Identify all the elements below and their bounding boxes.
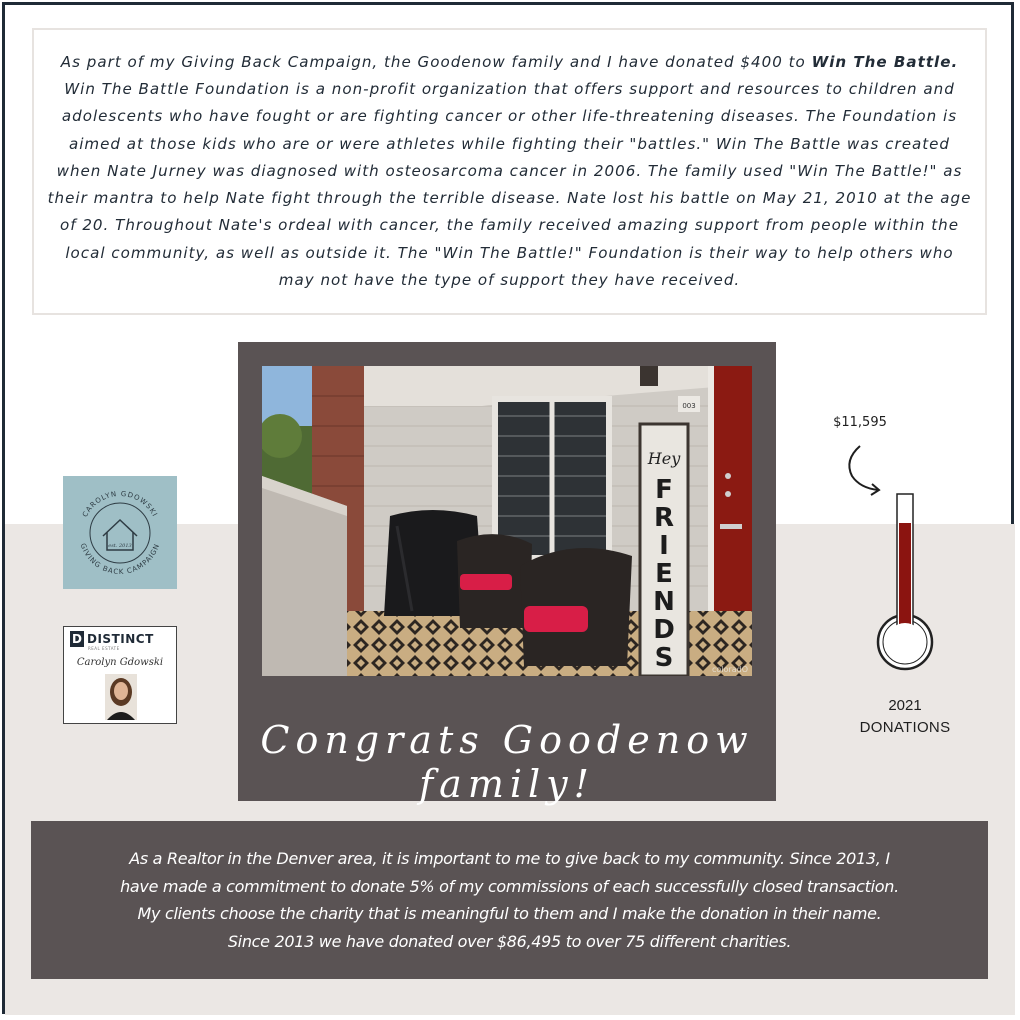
donation-year: 2021	[888, 697, 922, 714]
donations-label: DONATIONS	[859, 719, 951, 736]
photo-watermark: coloradO	[712, 665, 748, 674]
intro-box	[32, 28, 987, 315]
thermometer	[872, 490, 940, 674]
brokerage-logo	[70, 631, 154, 647]
agent-signature: Carolyn Gdowski	[76, 657, 164, 668]
sign-letter: N	[653, 587, 675, 617]
donation-amount: $11,595	[833, 415, 887, 430]
sign-letter: D	[653, 615, 675, 645]
sign-letter: R	[653, 503, 675, 533]
campaign-logo	[63, 476, 177, 589]
brokerage-subtitle: REAL ESTATE	[88, 646, 120, 651]
commitment-line: Since 2013 we have donated over $86,495 to over 75 different charities.	[227, 931, 792, 951]
commitment-box	[31, 821, 988, 979]
sign-letter: S	[654, 643, 674, 673]
sign-top-text: Hey	[647, 449, 681, 468]
photo-panel	[238, 342, 776, 806]
patio-photo	[262, 366, 752, 676]
sign-letter: I	[659, 531, 669, 561]
brokerage-card	[63, 626, 177, 724]
svg-text:CAROLYN GDOWSKI	[81, 490, 159, 519]
commitment-line: have made a commitment to donate 5% of my commissions of each successfully closed transaction.	[120, 876, 899, 896]
commitment-line: As a Realtor in the Denver area, it is important to me to give back to my community. Since 2013, I	[129, 849, 890, 868]
charity-name: Win The Battle.	[811, 53, 959, 72]
intro-text	[46, 49, 973, 294]
patio-illustration	[262, 366, 752, 676]
door-number: 003	[682, 402, 696, 410]
sign-letter: F	[655, 475, 673, 505]
logo-arc-bottom: GIVING BACK CAMPAIGN	[78, 542, 162, 577]
intro-text-after: Win The Battle Foundation is a non-profit organization that offers support and resources to children and adolescents who have fought or are fighting cancer or other life-threatening diseases. The Foundation is aimed at those kids who are or were athletes while fighting their "battles." Win The Battle was created when Nate Jurney was diagnosed with osteosarcoma cancer in 2006. The family used "Win The Battle!" as their mantra to help Nate fight through the terrible disease. Nate lost his battle on May 21, 2010 at the age of 20. Throughout Nate's ordeal with cancer, the family received amazing support from people within the local community, as well as outside it. The "Win The Battle!" Foundation is their way to help others who may not have the type of support they have received.	[47, 80, 972, 289]
agent-headshot	[105, 674, 137, 720]
intro-text-before: As part of my Giving Back Campaign, the Goodenow family and I have donated $400 to	[60, 53, 812, 72]
logo-arc-top: CAROLYN GDOWSKI	[81, 489, 160, 519]
sign-letter: E	[655, 559, 673, 589]
logo-est: est. 2013	[108, 543, 132, 549]
commitment-text	[120, 845, 899, 955]
commitment-line: My clients choose the charity that is meaningful to them and I make the donation in their name.	[137, 904, 882, 923]
campaign-logo-mark	[63, 476, 177, 589]
brokerage-logo-letter: D	[70, 631, 84, 647]
brokerage-name: DISTINCT	[87, 632, 154, 646]
congrats-caption: Congrats Goodenow family!	[260, 718, 754, 806]
